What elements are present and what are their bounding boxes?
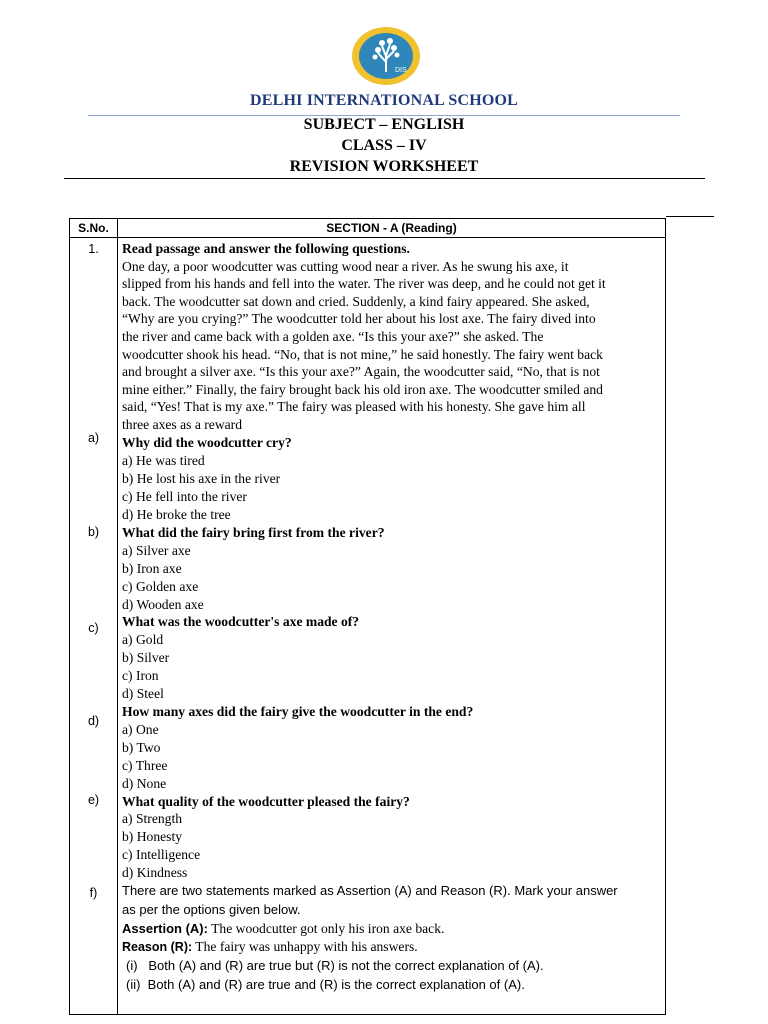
option-text: c) Three [122,758,168,773]
option-text: c) Intelligence [122,847,201,862]
content-cell [118,238,666,1015]
sub-question-label: a) [87,431,100,445]
worksheet-title: REVISION WORKSHEET [289,158,479,175]
option-text: a) Gold [122,632,164,647]
option-text: d) Kindness [122,865,188,880]
passage-line: One day, a poor woodcutter was cutting wood near a river. As he swung his axe, it [122,259,569,274]
option-text: b) Silver [122,650,170,665]
sub-question-label: f) [89,886,98,900]
assertion-line [122,920,444,937]
assertion-text: The woodcutter got only his iron axe back. [207,921,445,936]
option-text: d) Steel [122,686,164,701]
sub-question-label: e) [87,793,100,807]
title-divider [64,178,705,179]
svg-text:DIS: DIS [395,67,407,74]
worksheet-table [69,218,666,1015]
school-name: DELHI INTERNATIONAL SCHOOL [249,92,519,109]
assertion-intro: There are two statements marked as Assertion (A) and Reason (R). Mark your answer [122,883,618,898]
assertion-intro: as per the options given below. [122,902,301,917]
option-text: c) Iron [122,668,159,683]
option-text: a) Silver axe [122,543,191,558]
question-text: What was the woodcutter's axe made of? [122,614,360,629]
question-text: Why did the woodcutter cry? [122,435,292,450]
assertion-option: (i) Both (A) and (R) are true but (R) is not the correct explanation of (A). [126,958,544,973]
class-line: CLASS – IV [341,137,427,154]
reason-line [122,938,418,956]
sno-header: S.No. [70,219,118,238]
option-text: c) Golden axe [122,579,199,594]
option-text: a) He was tired [122,453,205,468]
option-text: a) Strength [122,811,183,826]
passage-line: the river and came back with a golden axe. “Is this your axe?” she asked. The [122,329,544,344]
passage-line: “Why are you crying?” The woodcutter told her about his lost axe. The fairy dived into [122,311,596,326]
option-text: b) Honesty [122,829,183,844]
sub-question-label: c) [88,621,99,635]
question-number: 1. [88,242,99,256]
option-text: d) He broke the tree [122,507,231,522]
subject-line: SUBJECT – ENGLISH [303,116,465,133]
instruction-text: Read passage and answer the following questions. [122,241,410,256]
reason-label: Reason (R): [122,940,193,954]
sub-question-label: d) [87,714,100,728]
school-logo [351,26,421,86]
option-text: d) None [122,776,167,791]
option-text: b) Two [122,740,161,755]
table-row [70,238,666,1015]
table-edge-line [666,216,714,217]
passage-line: and brought a silver axe. “Is this your axe?” Again, the woodcutter said, “No, that is not [122,364,600,379]
question-text: What quality of the woodcutter pleased the fairy? [122,794,410,809]
option-text: b) Iron axe [122,561,182,576]
passage-line: back. The woodcutter sat down and cried. Suddenly, a kind fairy appeared. She asked, [122,294,590,309]
option-text: a) One [122,722,159,737]
assertion-label: Assertion (A): [122,921,208,936]
reason-text: The fairy was unhappy with his answers. [192,939,418,954]
passage-line: mine either.” Finally, the fairy brought back his old iron axe. The woodcutter smiled and [122,382,603,397]
section-header: SECTION - A (Reading) [118,219,666,238]
assertion-option: (ii) Both (A) and (R) are true and (R) is the correct explanation of (A). [126,977,525,992]
option-text: d) Wooden axe [122,597,204,612]
passage-line: woodcutter shook his head. “No, that is not mine,” he said honestly. The fairy went back [122,347,603,362]
option-text: c) He fell into the river [122,489,247,504]
passage-line: three axes as a reward [122,417,243,432]
sno-cell [70,238,118,1015]
passage-line: slipped from his hands and fell into the water. The river was deep, and he could not get it [122,276,606,291]
option-text: b) He lost his axe in the river [122,471,281,486]
passage-line: said, “Yes! That is my axe.” The fairy was pleased with his honesty. She gave him all [122,399,586,414]
sub-question-label: b) [87,525,100,539]
question-text: What did the fairy bring first from the river? [122,525,385,540]
question-text: How many axes did the fairy give the woodcutter in the end? [122,704,474,719]
table-header-row [70,219,666,238]
